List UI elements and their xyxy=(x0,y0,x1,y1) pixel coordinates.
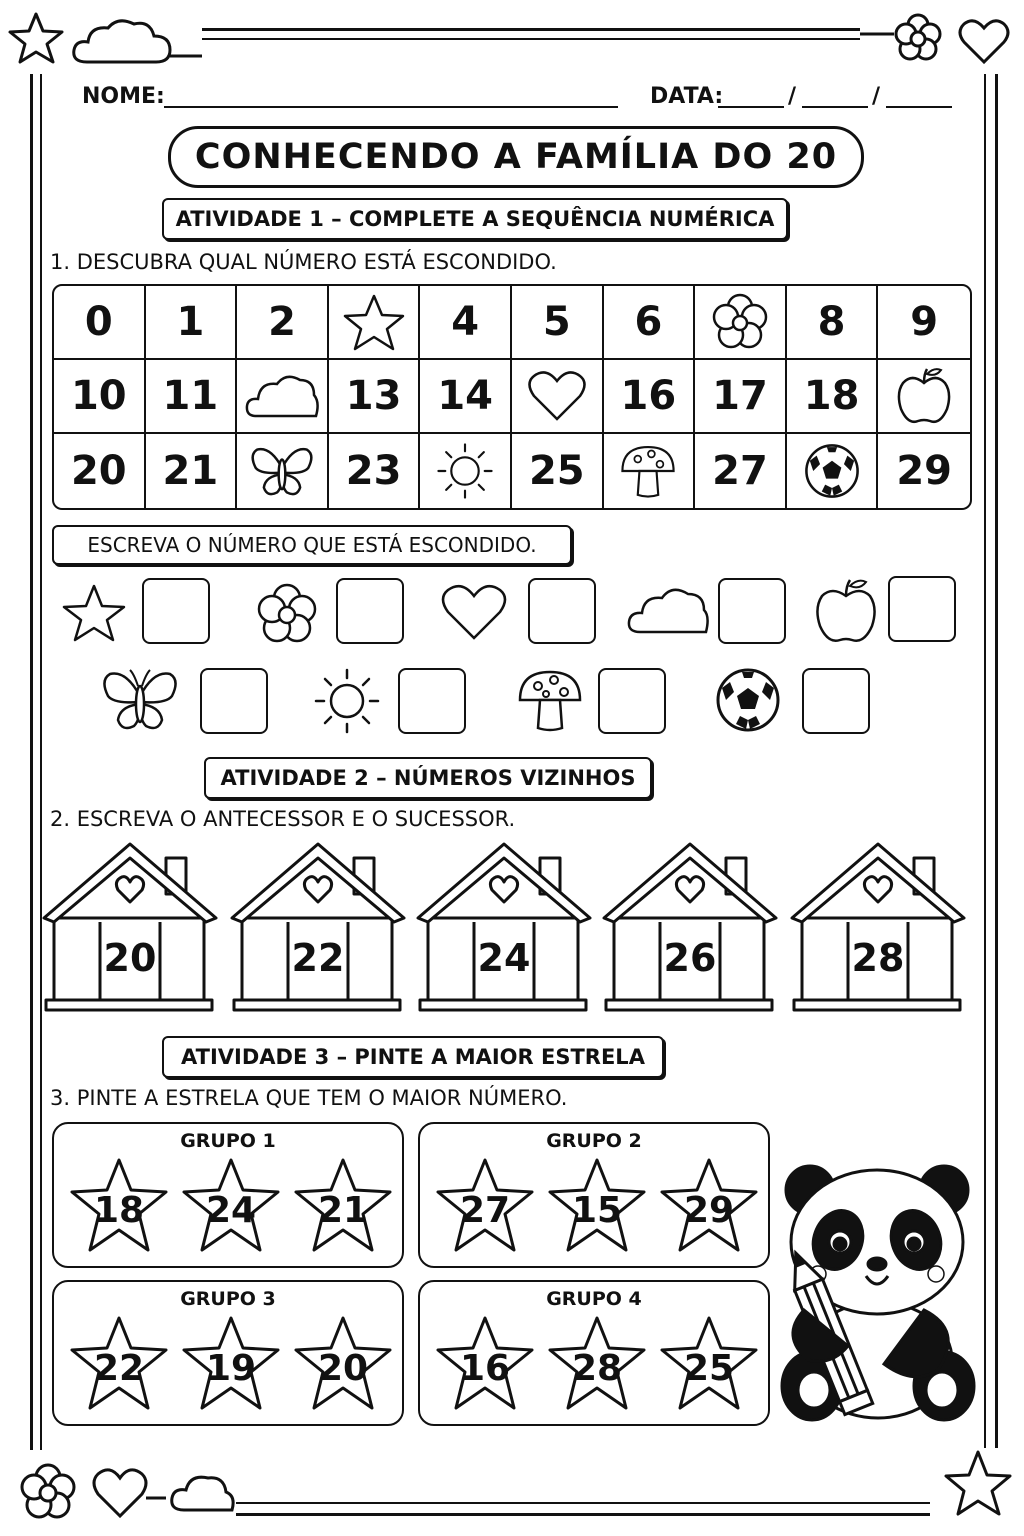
grid-hidden-cell xyxy=(420,434,512,508)
heart-icon xyxy=(527,369,587,423)
star-to-color[interactable] xyxy=(434,1314,536,1414)
star-to-color[interactable] xyxy=(658,1314,760,1414)
star-to-color[interactable] xyxy=(658,1156,760,1256)
star-number: 18 xyxy=(93,1190,145,1231)
grid-hidden-cell xyxy=(695,286,787,360)
star-number: 27 xyxy=(459,1190,511,1231)
date-month-field[interactable] xyxy=(802,106,868,108)
mushroom-icon xyxy=(516,666,584,734)
star-group xyxy=(52,1122,404,1268)
answer-box-cloud[interactable] xyxy=(718,578,786,644)
house xyxy=(790,840,966,1016)
panda-with-pencil-illustration xyxy=(774,1160,980,1430)
grid-number-cell: 13 xyxy=(329,360,421,434)
star-number: 25 xyxy=(683,1348,735,1389)
star-number: 21 xyxy=(317,1190,369,1231)
corner-decoration-bottom-right xyxy=(930,1448,1020,1534)
star-icon xyxy=(62,582,126,642)
grid-number-cell: 20 xyxy=(54,434,146,508)
apple-icon xyxy=(896,365,952,427)
group-title: GRUPO 1 xyxy=(180,1130,276,1152)
answer-box-butterfly[interactable] xyxy=(200,668,268,734)
date-separator: / xyxy=(788,84,797,109)
flower-icon xyxy=(252,580,322,646)
answer-box-mushroom[interactable] xyxy=(598,668,666,734)
date-day-field[interactable] xyxy=(718,106,784,108)
grid-hidden-cell xyxy=(329,286,421,360)
predecessor-field[interactable] xyxy=(804,924,846,998)
star-group xyxy=(52,1280,404,1426)
grid-number-cell: 9 xyxy=(878,286,970,360)
house-number: 22 xyxy=(291,936,345,980)
successor-field[interactable] xyxy=(536,924,576,998)
sun-icon xyxy=(435,441,495,501)
activity-1-question: 1. DESCUBRA QUAL NÚMERO ESTÁ ESCONDIDO. xyxy=(50,250,557,274)
predecessor-field[interactable] xyxy=(616,924,658,998)
star-to-color[interactable] xyxy=(68,1156,170,1256)
house xyxy=(42,840,218,1016)
date-separator: / xyxy=(872,84,881,109)
grid-hidden-cell xyxy=(512,360,604,434)
flower-icon xyxy=(709,292,771,352)
mushroom-icon xyxy=(619,442,677,500)
star-number: 29 xyxy=(683,1190,735,1231)
grid-number-cell: 11 xyxy=(146,360,238,434)
house xyxy=(230,840,406,1016)
house xyxy=(602,840,778,1016)
grid-hidden-cell xyxy=(237,360,329,434)
star-to-color[interactable] xyxy=(546,1156,648,1256)
group-title: GRUPO 4 xyxy=(546,1288,642,1310)
cloud-icon xyxy=(626,582,710,638)
star-number: 24 xyxy=(205,1190,257,1231)
sun-icon xyxy=(312,666,382,736)
house-number: 28 xyxy=(851,936,905,980)
page-title: CONHECENDO A FAMÍLIA DO 20 xyxy=(168,126,864,188)
answer-box-star[interactable] xyxy=(142,578,210,644)
star-group xyxy=(418,1122,770,1268)
star-number: 20 xyxy=(317,1348,369,1389)
grid-number-cell: 27 xyxy=(695,434,787,508)
star-to-color[interactable] xyxy=(180,1314,282,1414)
house xyxy=(416,840,592,1016)
cloud-icon xyxy=(244,370,320,422)
grid-number-cell: 16 xyxy=(604,360,696,434)
grid-number-cell: 0 xyxy=(54,286,146,360)
successor-field[interactable] xyxy=(350,924,390,998)
group-title: GRUPO 3 xyxy=(180,1288,276,1310)
activity-3-heading: ATIVIDADE 3 – PINTE A MAIOR ESTRELA xyxy=(162,1036,664,1078)
grid-number-cell: 17 xyxy=(695,360,787,434)
apple-icon xyxy=(814,576,878,646)
name-field[interactable] xyxy=(164,106,618,108)
grid-number-cell: 21 xyxy=(146,434,238,508)
activity-2-heading: ATIVIDADE 2 – NÚMEROS VIZINHOS xyxy=(204,757,652,799)
grid-hidden-cell xyxy=(878,360,970,434)
heart-icon xyxy=(440,582,508,642)
star-to-color[interactable] xyxy=(292,1314,394,1414)
grid-number-cell: 2 xyxy=(237,286,329,360)
date-label: DATA: xyxy=(650,84,724,109)
name-label: NOME: xyxy=(82,84,165,109)
activity-2-question: 2. ESCREVA O ANTECESSOR E O SUCESSOR. xyxy=(50,807,516,831)
grid-hidden-cell xyxy=(787,434,879,508)
answer-box-flower[interactable] xyxy=(336,578,404,644)
star-number: 16 xyxy=(459,1348,511,1389)
successor-field[interactable] xyxy=(162,924,202,998)
house-number: 20 xyxy=(103,936,157,980)
grid-number-cell: 5 xyxy=(512,286,604,360)
soccer-ball-icon xyxy=(714,666,782,734)
grid-number-cell: 23 xyxy=(329,434,421,508)
corner-decoration-bottom-left xyxy=(6,1450,236,1530)
house-number: 26 xyxy=(663,936,717,980)
answer-box-apple[interactable] xyxy=(888,576,956,642)
write-hidden-heading: ESCREVA O NÚMERO QUE ESTÁ ESCONDIDO. xyxy=(52,525,572,565)
grid-number-cell: 1 xyxy=(146,286,238,360)
successor-field[interactable] xyxy=(910,924,950,998)
grid-number-cell: 10 xyxy=(54,360,146,434)
predecessor-field[interactable] xyxy=(244,924,286,998)
grid-number-cell: 14 xyxy=(420,360,512,434)
activity-1-heading: ATIVIDADE 1 – COMPLETE A SEQUÊNCIA NUMÉRICA xyxy=(162,198,788,240)
star-icon xyxy=(343,293,405,351)
corner-decoration-top-left xyxy=(2,4,202,74)
answer-box-soccer-ball[interactable] xyxy=(802,668,870,734)
successor-field[interactable] xyxy=(722,924,762,998)
star-to-color[interactable] xyxy=(292,1156,394,1256)
grid-number-cell: 8 xyxy=(787,286,879,360)
star-number: 19 xyxy=(205,1348,257,1389)
grid-number-cell: 18 xyxy=(787,360,879,434)
star-group xyxy=(418,1280,770,1426)
star-to-color[interactable] xyxy=(546,1314,648,1414)
grid-number-cell: 4 xyxy=(420,286,512,360)
houses-row xyxy=(42,840,972,1020)
group-title: GRUPO 2 xyxy=(546,1130,642,1152)
butterfly-icon xyxy=(249,442,315,500)
grid-hidden-cell xyxy=(604,434,696,508)
answer-box-heart[interactable] xyxy=(528,578,596,644)
star-to-color[interactable] xyxy=(180,1156,282,1256)
star-number: 28 xyxy=(571,1348,623,1389)
star-number: 15 xyxy=(571,1190,623,1231)
house-number: 24 xyxy=(477,936,531,980)
predecessor-field[interactable] xyxy=(56,924,98,998)
butterfly-icon xyxy=(100,666,180,734)
grid-number-cell: 25 xyxy=(512,434,604,508)
grid-number-cell: 29 xyxy=(896,448,953,494)
star-to-color[interactable] xyxy=(68,1314,170,1414)
answer-box-sun[interactable] xyxy=(398,668,466,734)
date-year-field[interactable] xyxy=(886,106,952,108)
soccer-ball-icon xyxy=(803,442,861,500)
grid-number-cell: 6 xyxy=(604,286,696,360)
number-grid xyxy=(52,284,972,510)
activity-3-question: 3. PINTE A ESTRELA QUE TEM O MAIOR NÚMERO. xyxy=(50,1086,568,1110)
star-to-color[interactable] xyxy=(434,1156,536,1256)
star-number: 22 xyxy=(93,1348,145,1389)
predecessor-field[interactable] xyxy=(430,924,472,998)
corner-decoration-top-right xyxy=(860,4,1020,74)
grid-hidden-cell xyxy=(237,434,329,508)
